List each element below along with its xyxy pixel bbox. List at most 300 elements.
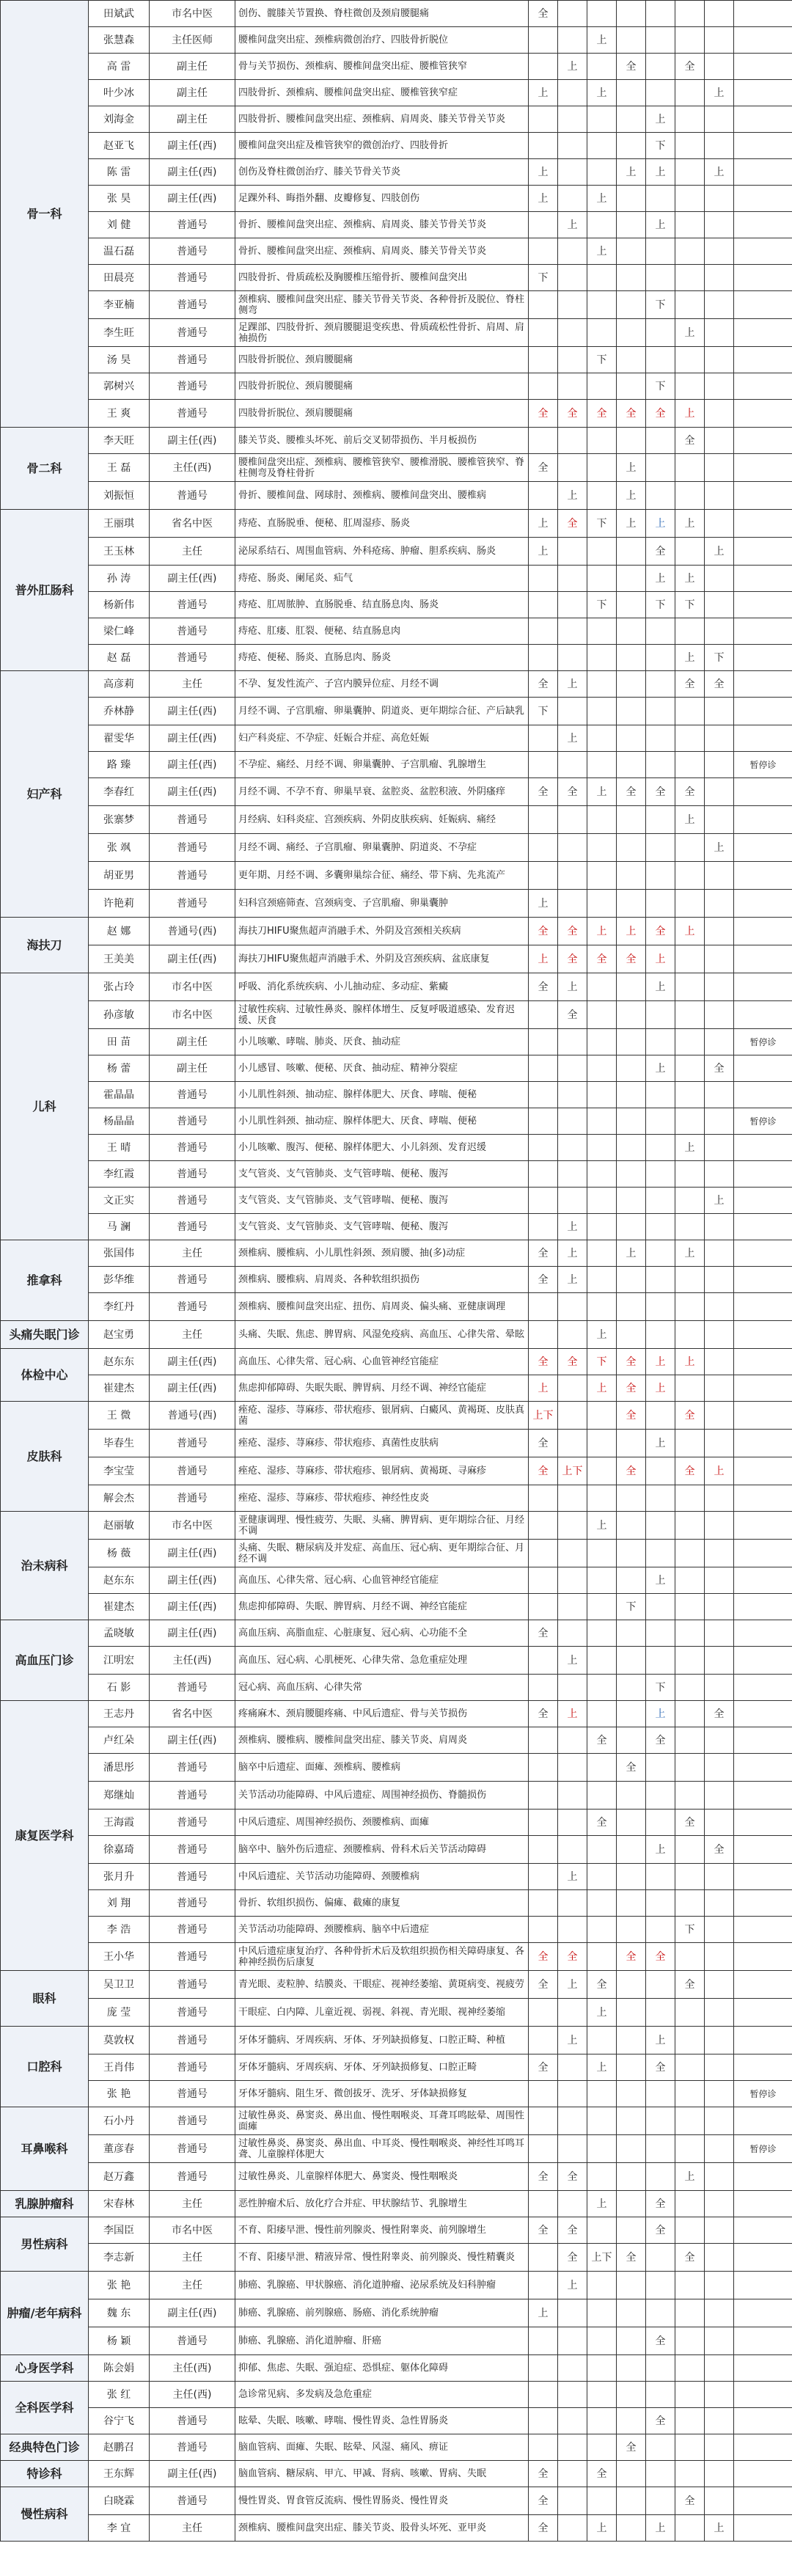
doctor-specialty: 四肢骨折脱位、颈肩腰腿痛 bbox=[235, 347, 529, 373]
schedule-cell: 下 bbox=[646, 291, 675, 319]
doctor-specialty: 痔疮、肛瘘、肛裂、便秘、结直肠息肉 bbox=[235, 618, 529, 645]
doctor-row bbox=[1, 2191, 792, 2217]
schedule-cell: 上 bbox=[705, 80, 734, 106]
schedule-cell: 全 bbox=[646, 2327, 675, 2355]
doctor-specialty: 创伤及脊柱微创治疗、膝关节骨关节炎 bbox=[235, 159, 529, 186]
doctor-row bbox=[1, 806, 792, 834]
schedule-cell: 全 bbox=[617, 2244, 646, 2272]
schedule-cell bbox=[675, 2355, 705, 2382]
doctor-name: 张月升 bbox=[89, 1864, 150, 1890]
schedule-note bbox=[734, 2408, 792, 2434]
schedule-note bbox=[734, 1240, 792, 1267]
schedule-cell bbox=[646, 186, 675, 212]
schedule-cell bbox=[646, 671, 675, 698]
schedule-cell bbox=[617, 2027, 646, 2054]
schedule-cell bbox=[587, 1240, 617, 1267]
schedule-cell bbox=[587, 2487, 617, 2515]
doctor-title: 普通号 bbox=[150, 212, 235, 238]
schedule-cell bbox=[558, 592, 587, 618]
schedule-cell: 全 bbox=[705, 1701, 734, 1727]
schedule-note: 暂停诊 bbox=[734, 2081, 792, 2107]
doctor-name: 卢红朵 bbox=[89, 1727, 150, 1754]
schedule-cell bbox=[558, 2054, 587, 2081]
schedule-note bbox=[734, 1161, 792, 1188]
schedule-cell bbox=[617, 973, 646, 1001]
schedule-cell: 上 bbox=[675, 1240, 705, 1267]
schedule-cell bbox=[675, 2382, 705, 2408]
schedule-cell: 全 bbox=[617, 54, 646, 80]
schedule-cell bbox=[529, 1161, 558, 1188]
doctor-row bbox=[1, 2327, 792, 2355]
schedule-note bbox=[734, 1594, 792, 1620]
schedule-cell bbox=[558, 1055, 587, 1082]
schedule-cell bbox=[558, 1135, 587, 1161]
schedule-cell bbox=[675, 752, 705, 778]
doctor-name: 张慧森 bbox=[89, 27, 150, 54]
schedule-cell bbox=[646, 428, 675, 454]
doctor-name: 叶少冰 bbox=[89, 80, 150, 106]
doctor-row bbox=[1, 347, 792, 373]
schedule-cell bbox=[529, 834, 558, 862]
schedule-cell bbox=[675, 1675, 705, 1701]
doctor-title: 普通号 bbox=[150, 1864, 235, 1890]
schedule-cell bbox=[646, 1890, 675, 1917]
schedule-note bbox=[734, 1836, 792, 1864]
schedule-note bbox=[734, 2487, 792, 2515]
schedule-cell: 上下 bbox=[529, 1402, 558, 1430]
doctor-specialty: 痤疮、湿疹、荨麻疹、带状疱疹、真菌性皮肤病 bbox=[235, 1430, 529, 1457]
doctor-name: 李宝莹 bbox=[89, 1457, 150, 1485]
schedule-cell bbox=[617, 2382, 646, 2408]
schedule-cell bbox=[558, 618, 587, 645]
schedule-cell bbox=[646, 862, 675, 890]
schedule-note bbox=[734, 1675, 792, 1701]
doctor-specialty: 小儿咳嗽、腹泻、便秘、腺样体肥大、小儿斜颈、发育迟缓 bbox=[235, 1135, 529, 1161]
doctor-row bbox=[1, 2107, 792, 2135]
schedule-cell bbox=[705, 698, 734, 725]
doctor-title: 副主任 bbox=[150, 1055, 235, 1082]
doctor-title: 普通号 bbox=[150, 1754, 235, 1782]
schedule-cell bbox=[705, 2408, 734, 2434]
schedule-cell: 全 bbox=[529, 1, 558, 27]
department-name: 特诊科 bbox=[1, 2461, 89, 2487]
doctor-title: 普通号 bbox=[150, 1188, 235, 1214]
schedule-cell bbox=[675, 2408, 705, 2434]
doctor-name: 赵丽敏 bbox=[89, 1512, 150, 1540]
doctor-specialty: 膝关节炎、腰椎头坏死、前后交叉韧带损伤、半月板损伤 bbox=[235, 428, 529, 454]
schedule-cell: 上 bbox=[705, 1188, 734, 1214]
doctor-title: 副主任(西) bbox=[150, 1620, 235, 1647]
doctor-title: 普通号 bbox=[150, 1675, 235, 1701]
doctor-row bbox=[1, 1240, 792, 1267]
doctor-specialty: 小儿感冒、咳嗽、便秘、厌食、抽动症、精神分裂症 bbox=[235, 1055, 529, 1082]
schedule-cell: 全 bbox=[675, 428, 705, 454]
schedule-cell: 上 bbox=[587, 80, 617, 106]
schedule-note bbox=[734, 1971, 792, 1999]
schedule-note bbox=[734, 538, 792, 566]
schedule-cell bbox=[705, 592, 734, 618]
doctor-title: 主任 bbox=[150, 538, 235, 566]
doctor-specialty: 焦虑抑郁障碍、失眠、脾胃病、月经不调、神经官能症 bbox=[235, 1594, 529, 1620]
doctor-specialty: 肺癌、乳腺癌、消化道肿瘤、肝癌 bbox=[235, 2327, 529, 2355]
schedule-cell bbox=[705, 890, 734, 918]
schedule-note bbox=[734, 592, 792, 618]
doctor-specialty: 腰椎间盘突出症、颈椎病微创治疗、四肢骨折脱位 bbox=[235, 27, 529, 54]
schedule-cell: 全 bbox=[675, 2487, 705, 2515]
doctor-title: 副主任 bbox=[150, 54, 235, 80]
doctor-specialty: 脑卒中后遗症、面瘫、颈椎病、腰椎病 bbox=[235, 1754, 529, 1782]
schedule-cell: 全 bbox=[646, 2191, 675, 2217]
doctor-title: 市名中医 bbox=[150, 1512, 235, 1540]
schedule-cell bbox=[529, 1485, 558, 1512]
doctor-title: 普通号 bbox=[150, 890, 235, 918]
schedule-cell: 下 bbox=[675, 1917, 705, 1943]
doctor-name: 赵东东 bbox=[89, 1349, 150, 1375]
schedule-cell bbox=[587, 973, 617, 1001]
schedule-cell: 上 bbox=[646, 2027, 675, 2054]
doctor-title: 副主任(西) bbox=[150, 1594, 235, 1620]
schedule-cell bbox=[529, 1810, 558, 1836]
doctor-specialty: 四肢骨折、颈椎病、腰椎间盘突出症、腰椎管狭窄症 bbox=[235, 80, 529, 106]
schedule-cell bbox=[558, 2515, 587, 2542]
schedule-cell: 上 bbox=[675, 1349, 705, 1375]
doctor-row bbox=[1, 2461, 792, 2487]
schedule-note bbox=[734, 862, 792, 890]
schedule-cell bbox=[675, 2272, 705, 2299]
doctor-specialty: 过敏性鼻炎、儿童腺样体肥大、鼻窦炎、慢性咽喉炎 bbox=[235, 2163, 529, 2191]
schedule-cell bbox=[617, 2487, 646, 2515]
schedule-cell bbox=[675, 159, 705, 186]
schedule-cell: 上 bbox=[587, 1999, 617, 2027]
schedule-cell bbox=[705, 133, 734, 159]
doctor-title: 普通号 bbox=[150, 2027, 235, 2054]
schedule-note bbox=[734, 1810, 792, 1836]
schedule-note bbox=[734, 1567, 792, 1594]
schedule-note bbox=[734, 54, 792, 80]
doctor-row bbox=[1, 2355, 792, 2382]
department-name: 男性病科 bbox=[1, 2217, 89, 2272]
schedule-cell bbox=[617, 1, 646, 27]
schedule-note bbox=[734, 1754, 792, 1782]
doctor-name: 王小华 bbox=[89, 1943, 150, 1971]
schedule-cell bbox=[558, 1999, 587, 2027]
schedule-note bbox=[734, 566, 792, 592]
schedule-cell bbox=[675, 538, 705, 566]
schedule-cell bbox=[558, 698, 587, 725]
doctor-specialty: 焦虑抑郁障碍、失眠失眠、脾胃病、月经不调、神经官能症 bbox=[235, 1375, 529, 1402]
schedule-cell bbox=[646, 1647, 675, 1675]
doctor-name: 杨晶晶 bbox=[89, 1108, 150, 1135]
schedule-cell: 下 bbox=[529, 265, 558, 291]
schedule-cell: 下 bbox=[675, 592, 705, 618]
schedule-cell bbox=[675, 1864, 705, 1890]
schedule-cell bbox=[705, 1108, 734, 1135]
doctor-name: 崔建杰 bbox=[89, 1375, 150, 1402]
doctor-name: 江明宏 bbox=[89, 1647, 150, 1675]
doctor-name: 石 影 bbox=[89, 1675, 150, 1701]
schedule-cell: 上 bbox=[587, 1512, 617, 1540]
doctor-row bbox=[1, 238, 792, 265]
schedule-cell bbox=[617, 1293, 646, 1321]
doctor-specialty: 骨折、腰椎间盘突出症、颈椎病、肩周炎、膝关节骨关节炎 bbox=[235, 238, 529, 265]
doctor-specialty: 过敏性疾病、过敏性鼻炎、腺样体增生、反复呼吸道感染、发育迟缓、厌食 bbox=[235, 1001, 529, 1029]
schedule-cell bbox=[617, 1267, 646, 1293]
schedule-note bbox=[734, 618, 792, 645]
schedule-cell: 全 bbox=[529, 400, 558, 428]
doctor-specialty: 头痛、失眠、糖尿病及并发症、高血压、冠心病、更年期综合征、月经不调 bbox=[235, 1540, 529, 1567]
schedule-cell bbox=[646, 1135, 675, 1161]
schedule-cell: 上 bbox=[675, 510, 705, 538]
doctor-name: 孙 涛 bbox=[89, 566, 150, 592]
schedule-cell bbox=[617, 1108, 646, 1135]
schedule-cell bbox=[617, 725, 646, 752]
schedule-cell: 上 bbox=[558, 2027, 587, 2054]
doctor-title: 主任(西) bbox=[150, 454, 235, 482]
schedule-cell bbox=[617, 2217, 646, 2244]
doctor-name: 胡亚男 bbox=[89, 862, 150, 890]
schedule-cell: 全 bbox=[529, 1267, 558, 1293]
schedule-cell bbox=[705, 1214, 734, 1240]
schedule-cell: 上 bbox=[675, 319, 705, 347]
schedule-cell bbox=[529, 2408, 558, 2434]
department-name: 皮肤科 bbox=[1, 1402, 89, 1512]
schedule-cell: 全 bbox=[529, 1457, 558, 1485]
doctor-title: 普通号 bbox=[150, 592, 235, 618]
doctor-row bbox=[1, 2299, 792, 2327]
doctor-row bbox=[1, 566, 792, 592]
schedule-cell bbox=[675, 1001, 705, 1029]
schedule-cell bbox=[529, 592, 558, 618]
schedule-cell: 上 bbox=[558, 1971, 587, 1999]
schedule-note bbox=[734, 1540, 792, 1567]
schedule-cell bbox=[705, 2244, 734, 2272]
schedule-cell bbox=[675, 2027, 705, 2054]
schedule-cell: 上 bbox=[617, 918, 646, 945]
doctor-name: 杨 蕾 bbox=[89, 1055, 150, 1082]
schedule-note bbox=[734, 1, 792, 27]
schedule-cell bbox=[675, 2135, 705, 2163]
doctor-specialty: 恶性肿瘤术后、放化疗合并症、甲状腺结节、乳腺增生 bbox=[235, 2191, 529, 2217]
doctor-row bbox=[1, 1457, 792, 1485]
schedule-cell bbox=[705, 1999, 734, 2027]
schedule-cell: 上 bbox=[675, 918, 705, 945]
schedule-cell bbox=[529, 2355, 558, 2382]
schedule-cell bbox=[646, 54, 675, 80]
schedule-note bbox=[734, 1055, 792, 1082]
doctor-title: 副主任(西) bbox=[150, 1540, 235, 1567]
doctor-name: 崔建杰 bbox=[89, 1594, 150, 1620]
schedule-cell: 全 bbox=[558, 1001, 587, 1029]
schedule-cell bbox=[617, 538, 646, 566]
schedule-cell bbox=[617, 671, 646, 698]
schedule-cell bbox=[646, 1188, 675, 1214]
schedule-cell bbox=[705, 319, 734, 347]
schedule-cell bbox=[705, 918, 734, 945]
doctor-name: 李亚楠 bbox=[89, 291, 150, 319]
doctor-specialty: 过敏性鼻炎、鼻窦炎、鼻出血、慢性咽喉炎、耳聋耳鸣眩晕、周围性面瘫 bbox=[235, 2107, 529, 2135]
schedule-cell bbox=[587, 2217, 617, 2244]
schedule-cell bbox=[558, 2081, 587, 2107]
schedule-cell: 下 bbox=[529, 698, 558, 725]
schedule-cell bbox=[529, 806, 558, 834]
department-name: 头痛失眠门诊 bbox=[1, 1321, 89, 1349]
schedule-cell bbox=[705, 1675, 734, 1701]
schedule-cell bbox=[587, 1214, 617, 1240]
schedule-cell bbox=[529, 1082, 558, 1108]
doctor-row bbox=[1, 510, 792, 538]
doctor-row bbox=[1, 1675, 792, 1701]
doctor-specialty: 不育、阳痿早泄、慢性前列腺炎、慢性附睾炎、前列腺增生 bbox=[235, 2217, 529, 2244]
schedule-cell bbox=[705, 1810, 734, 1836]
schedule-cell bbox=[617, 373, 646, 400]
schedule-cell bbox=[587, 454, 617, 482]
schedule-cell bbox=[617, 2272, 646, 2299]
schedule-cell bbox=[558, 265, 587, 291]
doctor-specialty: 骨折、腰椎间盘突出症、颈椎病、肩周炎、膝关节骨关节炎 bbox=[235, 212, 529, 238]
schedule-cell: 上 bbox=[675, 2163, 705, 2191]
schedule-cell bbox=[646, 2434, 675, 2461]
schedule-cell bbox=[705, 2107, 734, 2135]
department-name: 口腔科 bbox=[1, 2027, 89, 2107]
schedule-note bbox=[734, 212, 792, 238]
doctor-name: 赵 磊 bbox=[89, 645, 150, 671]
schedule-cell bbox=[617, 1836, 646, 1864]
schedule-cell bbox=[646, 698, 675, 725]
schedule-cell bbox=[646, 834, 675, 862]
schedule-cell: 全 bbox=[705, 1055, 734, 1082]
doctor-row bbox=[1, 1267, 792, 1293]
schedule-cell bbox=[646, 2081, 675, 2107]
doctor-row bbox=[1, 2272, 792, 2299]
doctor-specialty: 脑血管病、面瘫、失眠、眩晕、风湿、痛风、痹证 bbox=[235, 2434, 529, 2461]
schedule-cell bbox=[675, 890, 705, 918]
schedule-cell: 上 bbox=[675, 1135, 705, 1161]
schedule-cell bbox=[646, 1782, 675, 1810]
doctor-specialty: 月经不调、子宫肌瘤、卵巢囊肿、阴道炎、更年期综合征、产后缺乳 bbox=[235, 698, 529, 725]
schedule-cell bbox=[675, 698, 705, 725]
schedule-cell bbox=[675, 27, 705, 54]
schedule-cell bbox=[617, 1135, 646, 1161]
schedule-cell bbox=[529, 238, 558, 265]
doctor-specialty: 抑郁、焦虑、失眠、强迫症、恐惧症、躯体化障碍 bbox=[235, 2355, 529, 2382]
doctor-specialty: 妇科宫颈癌筛查、宫颈病变、子宫肌瘤、卵巢囊肿 bbox=[235, 890, 529, 918]
schedule-cell: 上 bbox=[587, 1375, 617, 1402]
schedule-cell bbox=[705, 2299, 734, 2327]
doctor-row bbox=[1, 454, 792, 482]
schedule-note bbox=[734, 2515, 792, 2542]
schedule-cell: 全 bbox=[558, 2244, 587, 2272]
doctor-name: 赵 娜 bbox=[89, 918, 150, 945]
doctor-title: 普通号 bbox=[150, 1457, 235, 1485]
schedule-cell bbox=[617, 1540, 646, 1567]
doctor-row bbox=[1, 1620, 792, 1647]
schedule-cell: 全 bbox=[675, 1810, 705, 1836]
schedule-cell bbox=[587, 1457, 617, 1485]
schedule-cell: 上 bbox=[587, 27, 617, 54]
schedule-cell bbox=[646, 1402, 675, 1430]
doctor-specialty: 骨折、腰椎间盘、网球肘、颈椎病、腰椎间盘突出、腰椎病 bbox=[235, 482, 529, 510]
schedule-cell: 全 bbox=[529, 2461, 558, 2487]
doctor-row bbox=[1, 1188, 792, 1214]
schedule-cell: 上 bbox=[558, 725, 587, 752]
doctor-name: 谷宁飞 bbox=[89, 2408, 150, 2434]
schedule-cell bbox=[675, 212, 705, 238]
schedule-cell bbox=[705, 1001, 734, 1029]
schedule-cell: 上 bbox=[646, 1349, 675, 1375]
schedule-cell bbox=[705, 1, 734, 27]
schedule-cell: 上 bbox=[558, 671, 587, 698]
schedule-note bbox=[734, 1321, 792, 1349]
schedule-cell bbox=[587, 1135, 617, 1161]
schedule-note bbox=[734, 2434, 792, 2461]
doctor-specialty: 泌尿系结石、周围血管病、外科疮疡、肿瘤、胆系疾病、肠炎 bbox=[235, 538, 529, 566]
doctor-name: 王玉林 bbox=[89, 538, 150, 566]
schedule-note bbox=[734, 2054, 792, 2081]
doctor-row bbox=[1, 1108, 792, 1135]
schedule-note bbox=[734, 645, 792, 671]
schedule-cell: 上 bbox=[646, 973, 675, 1001]
doctor-specialty: 腰椎间盘突出症、颈椎病、腰椎管狭窄、腰椎滑脱、腰椎管狭窄、脊柱侧弯及脊柱骨折 bbox=[235, 454, 529, 482]
doctor-name: 毕春生 bbox=[89, 1430, 150, 1457]
schedule-cell bbox=[529, 133, 558, 159]
schedule-cell: 全 bbox=[646, 1943, 675, 1971]
doctor-name: 孟晓敏 bbox=[89, 1620, 150, 1647]
schedule-cell: 上 bbox=[558, 54, 587, 80]
schedule-cell bbox=[675, 238, 705, 265]
schedule-cell bbox=[646, 265, 675, 291]
schedule-cell: 上 bbox=[646, 1375, 675, 1402]
schedule-cell bbox=[675, 2461, 705, 2487]
doctor-name: 张 艳 bbox=[89, 2272, 150, 2299]
doctor-name: 潘思彤 bbox=[89, 1754, 150, 1782]
schedule-cell bbox=[587, 482, 617, 510]
schedule-note bbox=[734, 2461, 792, 2487]
schedule-cell bbox=[558, 1540, 587, 1567]
doctor-name: 乔林静 bbox=[89, 698, 150, 725]
schedule-cell: 上 bbox=[587, 186, 617, 212]
schedule-cell bbox=[675, 1754, 705, 1782]
schedule-cell bbox=[529, 1135, 558, 1161]
schedule-cell: 全 bbox=[587, 1971, 617, 1999]
doctor-title: 副主任(西) bbox=[150, 698, 235, 725]
schedule-cell: 上下 bbox=[587, 2244, 617, 2272]
schedule-cell: 上 bbox=[705, 834, 734, 862]
doctor-name: 张国伟 bbox=[89, 1240, 150, 1267]
doctor-title: 普通号 bbox=[150, 1108, 235, 1135]
schedule-cell bbox=[558, 1754, 587, 1782]
doctor-title: 主任 bbox=[150, 1240, 235, 1267]
schedule-cell bbox=[705, 973, 734, 1001]
schedule-cell bbox=[587, 1701, 617, 1727]
doctor-specialty: 痤疮、湿疹、荨麻疹、带状疱疹、银屑病、黄褐斑、寻麻疹 bbox=[235, 1457, 529, 1485]
department-name: 推拿科 bbox=[1, 1240, 89, 1321]
schedule-cell bbox=[617, 1321, 646, 1349]
schedule-note bbox=[734, 1647, 792, 1675]
doctor-title: 普通号 bbox=[150, 1890, 235, 1917]
schedule-note bbox=[734, 133, 792, 159]
schedule-note bbox=[734, 1214, 792, 1240]
schedule-cell bbox=[675, 1293, 705, 1321]
schedule-cell bbox=[558, 2408, 587, 2434]
schedule-note: 暂停诊 bbox=[734, 2135, 792, 2163]
doctor-name: 陈会娟 bbox=[89, 2355, 150, 2382]
schedule-cell: 下 bbox=[646, 1675, 675, 1701]
doctor-specialty: 痔疮、直肠脱垂、便秘、肛周湿疹、肠炎 bbox=[235, 510, 529, 538]
department-name: 海扶刀 bbox=[1, 918, 89, 973]
schedule-cell: 上 bbox=[529, 159, 558, 186]
schedule-cell: 下 bbox=[587, 510, 617, 538]
department-name: 普外肛肠科 bbox=[1, 510, 89, 671]
